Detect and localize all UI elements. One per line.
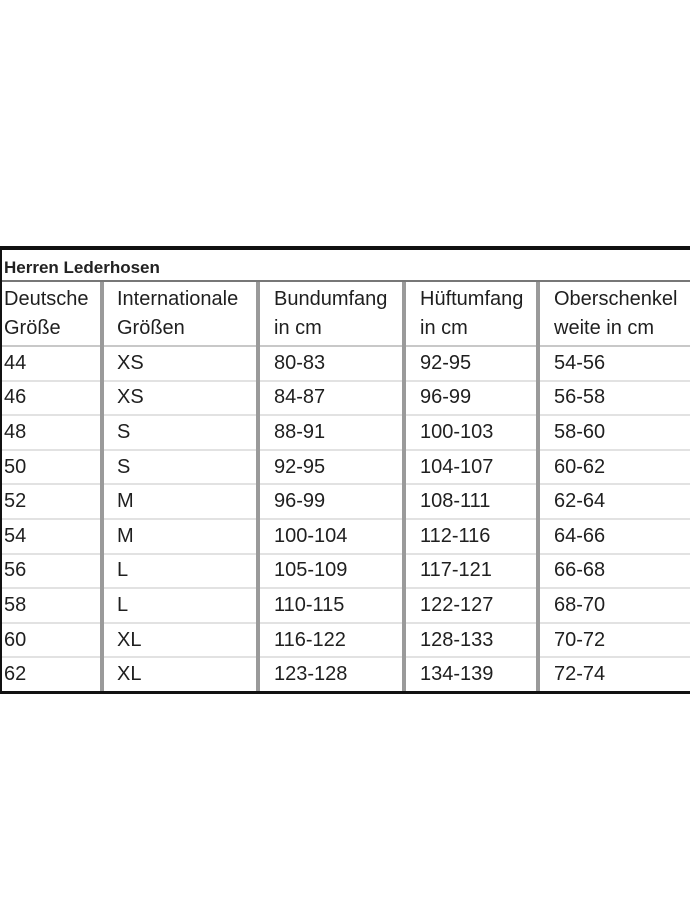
cell-hip: 112-116	[404, 519, 538, 554]
header-label-line: Internationale	[117, 288, 239, 310]
header-row	[2, 282, 690, 346]
size-grid	[2, 282, 690, 691]
cell-hip: 96-99	[404, 381, 538, 416]
header-label-line: Hüftumfang	[420, 288, 524, 310]
table-row	[2, 588, 690, 623]
cell-waist: 96-99	[258, 484, 404, 519]
header-label-line: Größe	[4, 317, 61, 339]
cell-waist: 105-109	[258, 554, 404, 589]
cell-waist: 84-87	[258, 381, 404, 416]
cell-thigh: 60-62	[538, 450, 690, 485]
cell-german-size: 44	[2, 346, 102, 381]
header-german-size	[2, 282, 102, 346]
table-row	[2, 623, 690, 658]
cell-international-size: XL	[102, 623, 258, 658]
cell-hip: 117-121	[404, 554, 538, 589]
cell-thigh: 54-56	[538, 346, 690, 381]
header-hip	[404, 282, 538, 346]
cell-waist: 100-104	[258, 519, 404, 554]
header-label-line: Größen	[117, 317, 185, 339]
cell-waist: 116-122	[258, 623, 404, 658]
cell-hip: 128-133	[404, 623, 538, 658]
cell-german-size: 62	[4, 663, 27, 686]
header-thigh	[538, 282, 690, 346]
cell-international-size: S	[102, 415, 258, 450]
header-label-line: weite in cm	[554, 317, 655, 339]
size-rows	[2, 346, 690, 691]
table-row	[2, 484, 690, 519]
cell-international-size: XL	[102, 657, 258, 691]
cell-international-size: M	[102, 519, 258, 554]
cell-international-size: L	[102, 588, 258, 623]
cell-hip: 134-139	[404, 657, 538, 691]
cell-hip: 100-103	[404, 415, 538, 450]
cell-international-size: M	[102, 484, 258, 519]
cell-waist: 80-83	[258, 346, 404, 381]
table-title: Herren Lederhosen	[2, 250, 690, 282]
cell-international-size: XS	[102, 346, 258, 381]
cell-waist: 123-128	[258, 657, 404, 691]
table-row	[2, 657, 690, 691]
cell-thigh: 64-66	[538, 519, 690, 554]
cell-german-size: 46	[2, 381, 102, 416]
cell-international-size: XS	[102, 381, 258, 416]
cell-german-size: 58	[2, 588, 102, 623]
header-waist	[258, 282, 404, 346]
cell-thigh: 68-70	[538, 588, 690, 623]
cell-german-size: 54	[2, 519, 102, 554]
table-row	[2, 554, 690, 589]
cell-thigh: 56-58	[538, 381, 690, 416]
size-chart-table	[0, 246, 690, 694]
table-row	[2, 519, 690, 554]
cell-german-size: 50	[2, 450, 102, 485]
cell-international-size: S	[102, 450, 258, 485]
cell-hip: 104-107	[404, 450, 538, 485]
cell-hip: 92-95	[404, 346, 538, 381]
table-row	[2, 381, 690, 416]
table-row	[2, 346, 690, 381]
table-row	[2, 450, 690, 485]
cell-thigh: 72-74	[538, 657, 690, 691]
header-label-line: in cm	[420, 317, 468, 339]
header-label-line: Oberschenkel	[554, 288, 678, 310]
cell-waist: 88-91	[258, 415, 404, 450]
cell-thigh: 66-68	[538, 554, 690, 589]
cell-german-size: 60	[2, 623, 102, 658]
cell-german-size: 48	[2, 415, 102, 450]
cell-thigh: 58-60	[538, 415, 690, 450]
cell-waist: 92-95	[258, 450, 404, 485]
cell-german-size: 56	[2, 554, 102, 589]
table-row	[2, 415, 690, 450]
cell-waist: 110-115	[258, 588, 404, 623]
header-label-line: in cm	[274, 317, 322, 339]
cell-thigh: 62-64	[538, 484, 690, 519]
cell-german-size: 52	[2, 484, 102, 519]
cell-thigh: 70-72	[538, 623, 690, 658]
header-label-line: Deutsche	[4, 288, 89, 310]
cell-hip: 122-127	[404, 588, 538, 623]
cell-international-size: L	[102, 554, 258, 589]
cell-hip: 108-111	[404, 484, 538, 519]
header-label-line: Bundumfang	[274, 288, 388, 310]
header-international-size	[102, 282, 258, 346]
